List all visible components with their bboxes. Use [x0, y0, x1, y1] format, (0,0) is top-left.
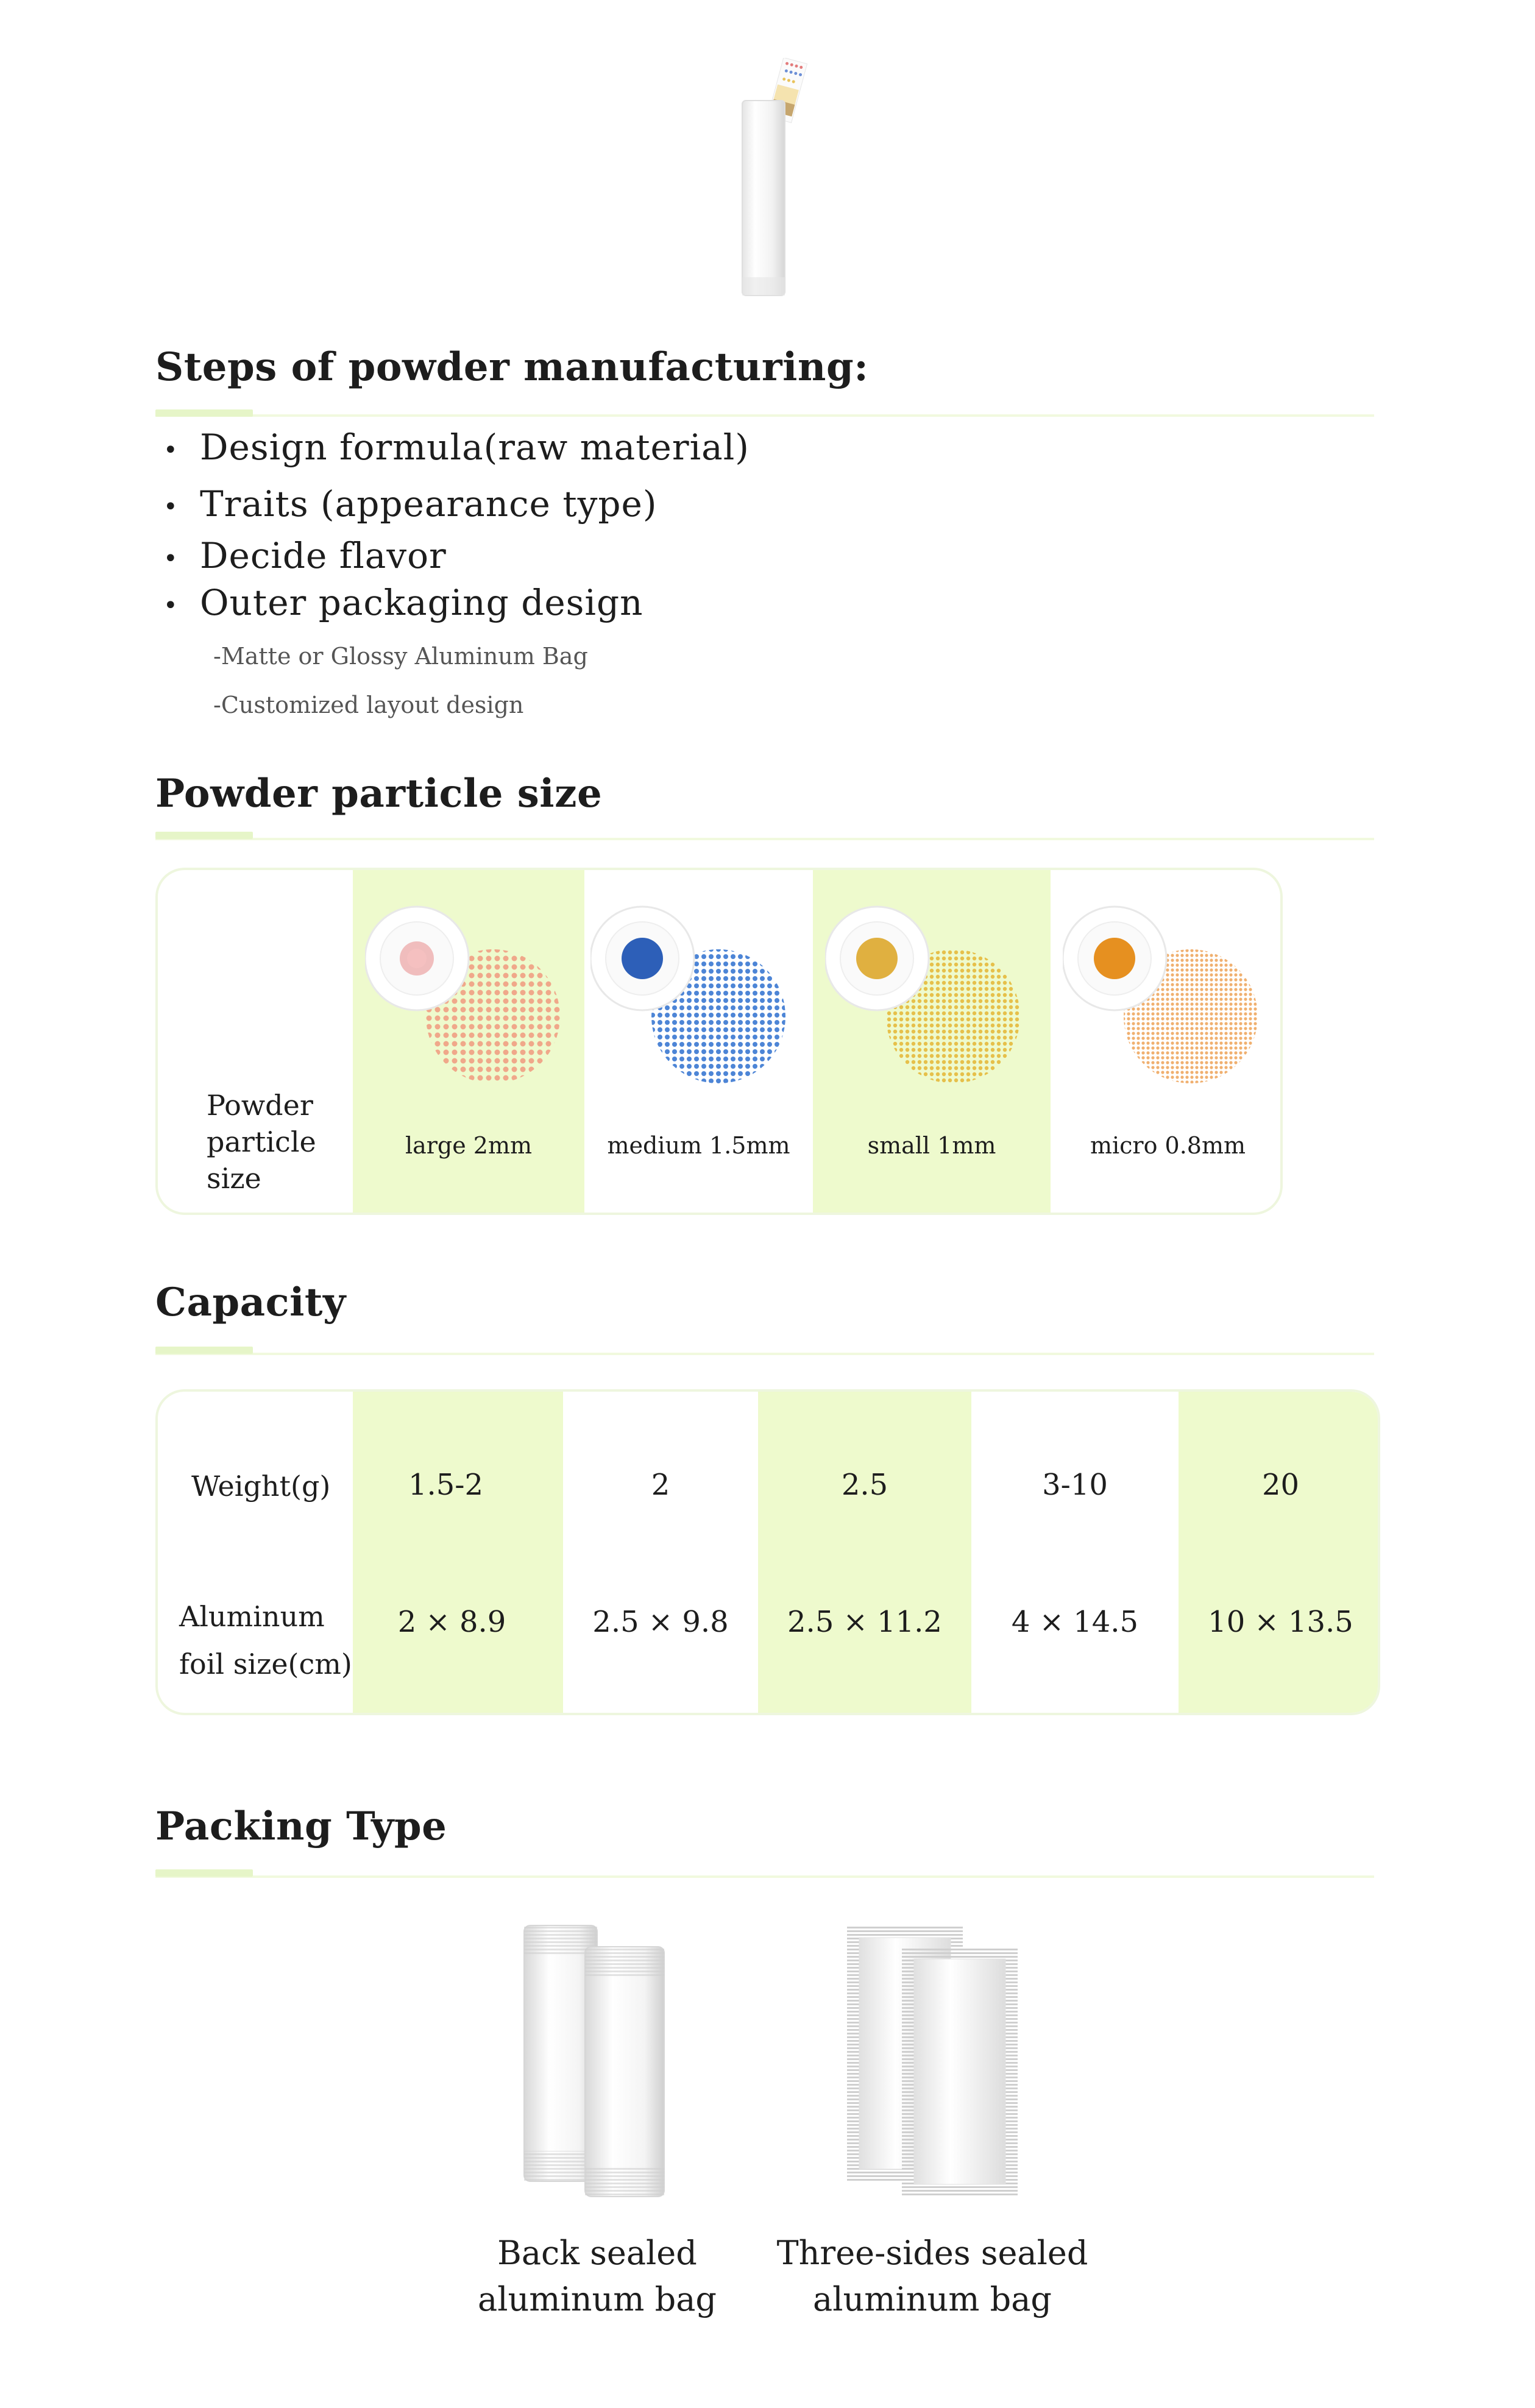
- capacity-column: [971, 1392, 1179, 1713]
- capacity-title: Capacity: [155, 1280, 346, 1325]
- back-sealed-bag-illustration: [518, 1919, 670, 2200]
- particle-column-large: [353, 870, 584, 1213]
- particle-size-label: micro 0.8mm: [1090, 1132, 1246, 1159]
- particle-column-medium: [584, 870, 813, 1213]
- packaging-note: -Matte or Glossy Aluminum Bag: [213, 643, 588, 670]
- weight-value: 2: [651, 1468, 670, 1502]
- packing-title: Packing Type: [155, 1804, 447, 1849]
- particle-illustration: [590, 894, 792, 1089]
- particle-divider-accent: [155, 832, 253, 839]
- particle-column-small: [813, 870, 1051, 1213]
- particle-illustration: [1063, 894, 1264, 1089]
- capacity-column: [563, 1392, 758, 1713]
- particle-size-table: [155, 868, 1283, 1215]
- foil-size-value: 4 × 14.5: [1011, 1605, 1139, 1639]
- weight-value: 2.5: [841, 1468, 888, 1502]
- step-item: • Design formula(raw material): [163, 427, 750, 468]
- foil-size-value: 2.5 × 11.2: [787, 1605, 942, 1639]
- particle-illustration: [825, 894, 1026, 1089]
- packing-divider-accent: [155, 1869, 253, 1877]
- step-item: • Traits (appearance type): [163, 483, 658, 525]
- weight-header: Weight(g): [191, 1470, 331, 1503]
- foil-size-value: 2 × 8.9: [397, 1605, 506, 1639]
- foil-size-value: 10 × 13.5: [1208, 1605, 1353, 1639]
- weight-value: 20: [1261, 1468, 1300, 1502]
- weight-value: 1.5-2: [408, 1468, 484, 1502]
- capacity-column: [758, 1392, 971, 1713]
- particle-column-micro: [1051, 870, 1283, 1213]
- foil-size-header: Aluminum foil size(cm): [179, 1600, 352, 1680]
- particle-row-header: Powder particle size: [207, 1089, 316, 1195]
- stick-pack-illustration: [731, 58, 817, 302]
- capacity-table: [155, 1389, 1380, 1715]
- capacity-divider: [155, 1353, 1374, 1355]
- particle-illustration: [365, 894, 566, 1089]
- step-item: • Outer packaging design: [163, 582, 643, 623]
- foil-size-value: 2.5 × 9.8: [592, 1605, 729, 1639]
- steps-title: Steps of powder manufacturing:: [155, 344, 869, 390]
- packaging-note: -Customized layout design: [213, 692, 524, 718]
- particle-size-label: small 1mm: [867, 1132, 996, 1159]
- capacity-column: [1179, 1392, 1380, 1713]
- weight-value: 3-10: [1042, 1468, 1108, 1502]
- three-sides-sealed-label: Three-sides sealed aluminum bag: [776, 2234, 1088, 2318]
- steps-divider: [155, 414, 1374, 417]
- three-sides-sealed-bag-illustration: [841, 1919, 1024, 2200]
- step-item: • Decide flavor: [163, 535, 447, 576]
- capacity-divider-accent: [155, 1347, 253, 1354]
- particle-title: Powder particle size: [155, 771, 603, 816]
- back-sealed-label: Back sealed aluminum bag: [478, 2234, 717, 2318]
- particle-divider: [155, 838, 1374, 840]
- particle-size-label: medium 1.5mm: [607, 1132, 790, 1159]
- steps-divider-accent: [155, 409, 253, 417]
- particle-size-label: large 2mm: [405, 1132, 533, 1159]
- capacity-column: [353, 1392, 563, 1713]
- packing-divider: [155, 1875, 1374, 1878]
